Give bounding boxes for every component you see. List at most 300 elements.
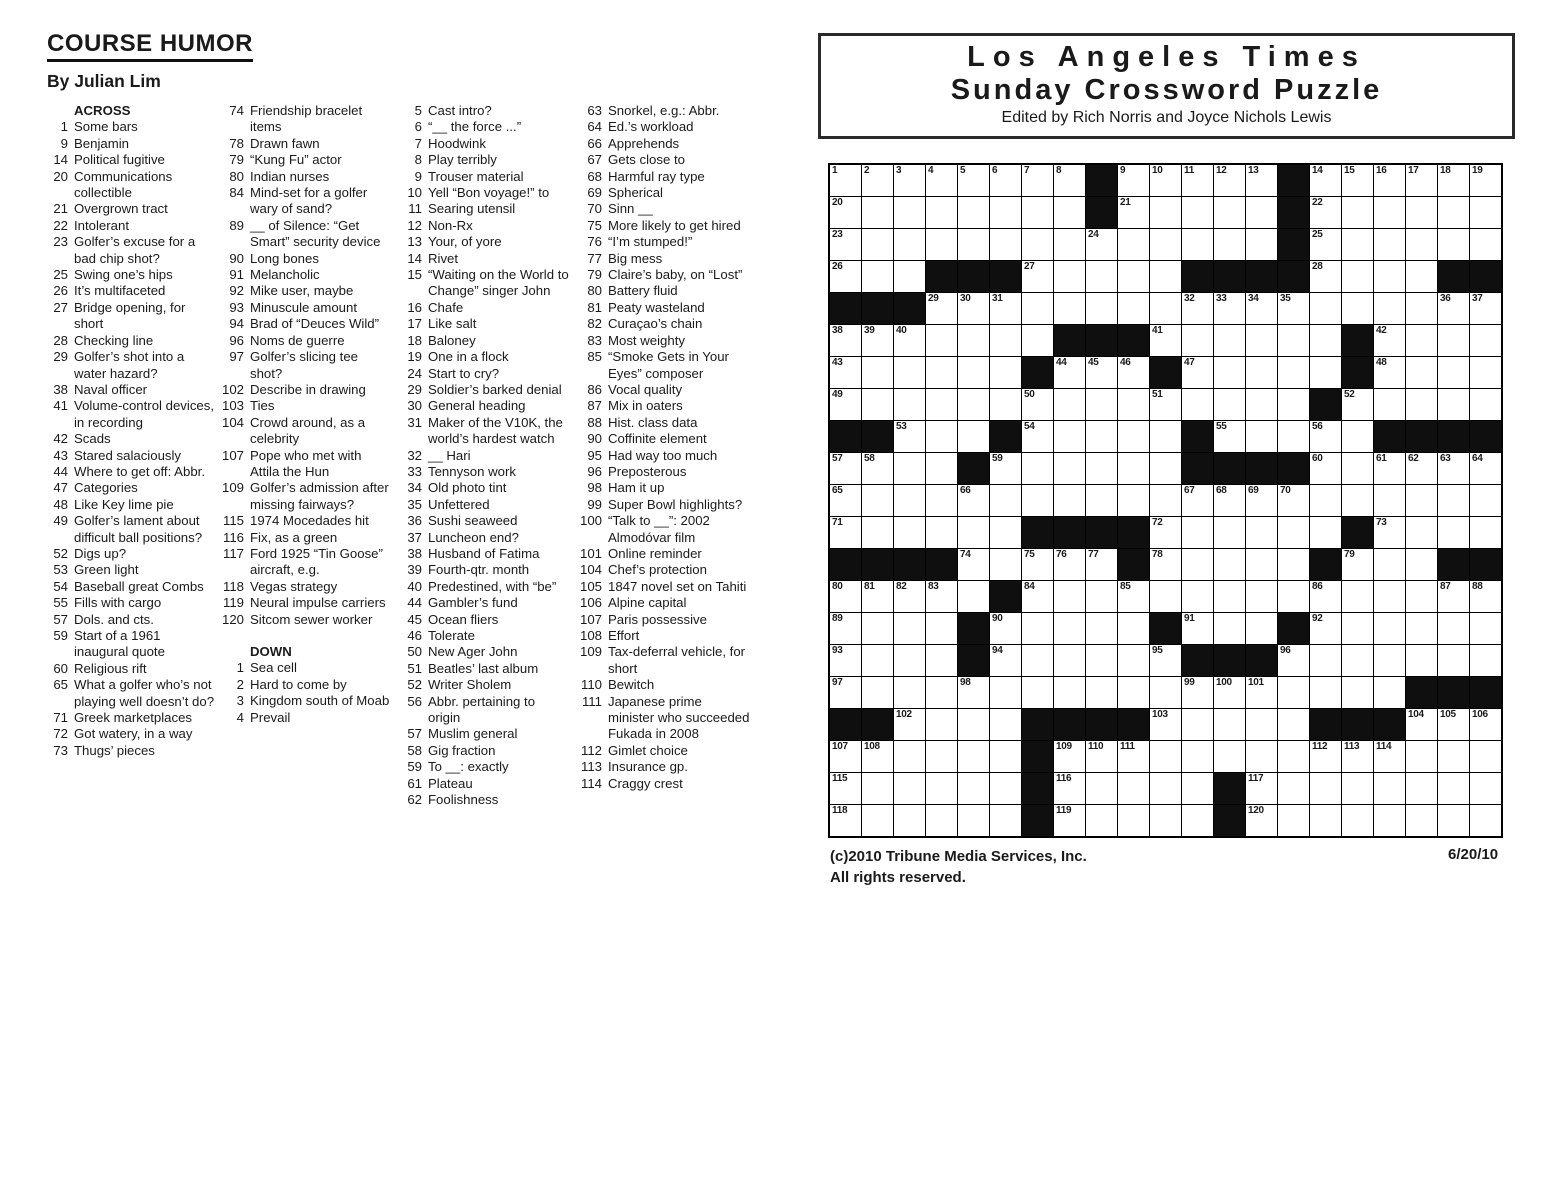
grid-cell xyxy=(1342,613,1373,644)
grid-cell xyxy=(990,805,1021,836)
cell-number: 116 xyxy=(1056,773,1072,784)
cell-number: 111 xyxy=(1120,741,1135,752)
grid-cell xyxy=(958,581,989,612)
grid-cell xyxy=(1374,549,1405,580)
edited-by-line: Edited by Rich Norris and Joyce Nichols Lewis xyxy=(1001,109,1332,126)
clue-item xyxy=(218,169,392,185)
clue-number: 109 xyxy=(579,644,602,660)
clue-item xyxy=(42,152,216,168)
grid-cell xyxy=(1246,517,1277,548)
clue-number: 106 xyxy=(579,595,602,611)
grid-cell xyxy=(990,549,1021,580)
clue-text: Golfer’s slicing tee shot? xyxy=(250,349,358,381)
clue-text: Craggy crest xyxy=(608,775,683,791)
grid-cell xyxy=(926,197,957,228)
grid-cell xyxy=(990,197,1021,228)
grid-cell xyxy=(894,485,925,516)
grid-cell xyxy=(926,293,957,324)
grid-cell-black xyxy=(1086,517,1117,548)
clue-item xyxy=(576,169,750,185)
clue-item xyxy=(576,497,750,513)
grid-cell xyxy=(1342,805,1373,836)
grid-cell xyxy=(1342,421,1373,452)
clue-number: 60 xyxy=(53,660,68,676)
clue-item xyxy=(396,169,570,185)
clue-text: Bridge opening, for short xyxy=(74,299,186,332)
grid-cell xyxy=(990,453,1021,484)
clue-number: 31 xyxy=(407,414,422,430)
grid-cell-black xyxy=(1342,357,1373,388)
cell-number: 95 xyxy=(1152,645,1163,656)
grid-cell-black xyxy=(1246,261,1277,292)
grid-cell-black xyxy=(1310,389,1341,420)
clue-number: 110 xyxy=(580,677,602,693)
grid-cell-black xyxy=(1438,549,1469,580)
grid-cell xyxy=(1246,485,1277,516)
grid-cell-black xyxy=(1054,517,1085,548)
clue-text: Minuscule amount xyxy=(250,299,358,315)
grid-cell xyxy=(1374,453,1405,484)
clue-item xyxy=(396,743,570,759)
cell-number: 89 xyxy=(832,613,843,624)
grid-cell-black xyxy=(1470,549,1501,580)
grid-cell xyxy=(1150,229,1181,260)
grid-cell xyxy=(1470,741,1501,772)
clue-text: Some bars xyxy=(74,119,138,135)
clue-text: New Ager John xyxy=(428,644,518,660)
clue-item xyxy=(396,136,570,152)
grid-cell xyxy=(1086,357,1117,388)
cell-number: 76 xyxy=(1056,549,1067,560)
grid-cell xyxy=(958,165,989,196)
clue-text: Like salt xyxy=(428,316,477,332)
grid-cell-black xyxy=(862,709,893,740)
grid-cell xyxy=(1182,197,1213,228)
grid-cell xyxy=(894,165,925,196)
clue-text: “Waiting on the World to Change” singer John xyxy=(428,267,569,299)
cell-number: 68 xyxy=(1216,485,1227,496)
grid-cell xyxy=(1054,421,1085,452)
cell-number: 5 xyxy=(960,165,966,176)
clue-number: 97 xyxy=(229,349,244,365)
clue-text: Hoodwink xyxy=(428,135,486,151)
grid-cell xyxy=(1406,325,1437,356)
clue-number: 28 xyxy=(53,332,68,348)
grid-cell xyxy=(1438,645,1469,676)
cell-number: 12 xyxy=(1216,165,1227,176)
grid-cell xyxy=(1374,197,1405,228)
grid-cell xyxy=(1342,293,1373,324)
cell-number: 18 xyxy=(1440,165,1451,176)
grid-cell xyxy=(1374,741,1405,772)
clue-item xyxy=(576,644,750,677)
grid-cell xyxy=(1150,261,1181,292)
grid-cell xyxy=(1310,229,1341,260)
grid-cell xyxy=(862,645,893,676)
clue-number: 30 xyxy=(407,398,422,414)
clue-number: 4 xyxy=(236,709,244,725)
grid-cell xyxy=(926,517,957,548)
clue-text: Stared salaciously xyxy=(74,447,182,463)
clue-text: __ Hari xyxy=(428,447,471,463)
clue-text: 1974 Mocedades hit xyxy=(250,513,369,529)
clue-text: Checking line xyxy=(74,332,154,348)
clue-text: Intolerant xyxy=(74,217,129,233)
cell-number: 53 xyxy=(896,421,907,432)
grid-cell xyxy=(1374,357,1405,388)
clue-item xyxy=(42,513,216,546)
clue-number: 41 xyxy=(53,398,68,414)
grid-cell-black xyxy=(926,261,957,292)
clue-text: Ed.’s workload xyxy=(608,119,694,135)
grid-cell xyxy=(862,741,893,772)
grid-cell xyxy=(1214,325,1245,356)
clue-item xyxy=(42,398,216,431)
clue-number: 50 xyxy=(407,644,422,660)
grid-cell-black xyxy=(1022,741,1053,772)
clue-text: Pope who met with Attila the Hun xyxy=(250,447,362,479)
clue-item xyxy=(218,103,392,136)
clue-text: Long bones xyxy=(250,250,319,266)
clue-text: Tolerate xyxy=(428,628,475,643)
grid-cell xyxy=(1246,229,1277,260)
grid-cell xyxy=(1438,165,1469,196)
clue-number: 40 xyxy=(407,578,422,594)
clue-text: Fills with cargo xyxy=(74,595,162,611)
grid-cell xyxy=(1054,741,1085,772)
cell-number: 1 xyxy=(832,165,838,176)
clue-item xyxy=(396,726,570,742)
grid-cell xyxy=(1310,517,1341,548)
grid-cell xyxy=(1246,165,1277,196)
cell-number: 37 xyxy=(1472,293,1483,304)
clue-number: 102 xyxy=(221,381,244,397)
clue-number: 70 xyxy=(587,201,602,217)
grid-cell-black xyxy=(1022,773,1053,804)
cell-number: 72 xyxy=(1152,517,1163,528)
clue-number: 52 xyxy=(53,545,68,561)
clue-text: Green light xyxy=(74,562,139,578)
grid-cell xyxy=(1310,357,1341,388)
grid-cell xyxy=(1054,805,1085,836)
grid-cell xyxy=(1438,229,1469,260)
grid-cell xyxy=(1374,261,1405,292)
grid-cell xyxy=(1214,293,1245,324)
grid-cell xyxy=(958,421,989,452)
clue-item xyxy=(396,694,570,727)
grid-cell xyxy=(1022,421,1053,452)
cell-number: 60 xyxy=(1312,453,1323,464)
clue-text: Coffinite element xyxy=(608,431,707,447)
clue-text: Sushi seaweed xyxy=(428,513,518,529)
grid-cell xyxy=(1086,741,1117,772)
grid-cell-black xyxy=(1150,357,1181,388)
cell-number: 119 xyxy=(1056,805,1072,816)
clue-number: 84 xyxy=(229,185,244,201)
puzzle-byline: By Julian Lim xyxy=(47,71,161,91)
grid-cell xyxy=(1054,677,1085,708)
cell-number: 117 xyxy=(1248,773,1264,784)
grid-cell xyxy=(1438,805,1469,836)
grid-cell xyxy=(862,773,893,804)
clue-item xyxy=(396,448,570,464)
grid-cell xyxy=(926,357,957,388)
clue-item xyxy=(218,283,392,299)
clue-item xyxy=(396,267,570,300)
grid-cell xyxy=(1342,453,1373,484)
grid-cell xyxy=(1310,613,1341,644)
clue-item xyxy=(576,546,750,562)
clue-text: Tax-deferral vehicle, for short xyxy=(608,644,746,676)
grid-cell xyxy=(1374,613,1405,644)
grid-cell xyxy=(894,773,925,804)
clue-number: 36 xyxy=(407,513,422,529)
clue-item xyxy=(576,251,750,267)
grid-cell xyxy=(1438,357,1469,388)
clue-item xyxy=(218,415,392,448)
cell-number: 79 xyxy=(1344,549,1355,560)
clue-number: 67 xyxy=(587,152,602,168)
grid-cell xyxy=(830,325,861,356)
cell-number: 3 xyxy=(896,165,902,176)
clue-item xyxy=(576,595,750,611)
grid-cell xyxy=(1214,677,1245,708)
puzzle-series-name: Sunday Crossword Puzzle xyxy=(950,74,1383,106)
clue-item xyxy=(396,152,570,168)
grid-cell xyxy=(1470,165,1501,196)
grid-cell xyxy=(1022,613,1053,644)
clue-number: 38 xyxy=(407,545,422,561)
clue-text: Swing one’s hips xyxy=(74,267,173,283)
clue-item xyxy=(42,480,216,496)
cell-number: 20 xyxy=(832,197,843,208)
clue-number: 55 xyxy=(53,595,68,611)
grid-cell xyxy=(1278,389,1309,420)
clue-item xyxy=(42,136,216,152)
grid-cell xyxy=(1438,197,1469,228)
grid-cell xyxy=(1342,645,1373,676)
grid-cell xyxy=(1246,389,1277,420)
cell-number: 31 xyxy=(992,293,1003,304)
grid-cell xyxy=(1310,773,1341,804)
grid-cell xyxy=(1022,389,1053,420)
cell-number: 67 xyxy=(1184,485,1195,496)
grid-cell-black xyxy=(1086,197,1117,228)
grid-cell xyxy=(1246,197,1277,228)
clue-number: 64 xyxy=(587,119,602,135)
grid-cell xyxy=(1022,229,1053,260)
grid-cell xyxy=(1150,709,1181,740)
grid-cell xyxy=(1022,485,1053,516)
clue-number: 24 xyxy=(407,365,422,381)
grid-cell xyxy=(1278,709,1309,740)
copyright-line2: All rights reserved. xyxy=(830,869,966,886)
grid-cell xyxy=(1214,485,1245,516)
cell-number: 100 xyxy=(1216,677,1232,688)
cell-number: 10 xyxy=(1152,165,1163,176)
grid-cell xyxy=(1278,517,1309,548)
grid-cell xyxy=(1470,293,1501,324)
clue-text: General heading xyxy=(428,398,526,414)
clue-text: Writer Sholem xyxy=(428,677,512,693)
clue-item xyxy=(218,267,392,283)
clue-number: 23 xyxy=(53,234,68,250)
cell-number: 120 xyxy=(1248,805,1264,816)
cell-number: 87 xyxy=(1440,581,1451,592)
clue-number: 35 xyxy=(407,496,422,512)
clue-number: 43 xyxy=(53,447,68,463)
clue-item xyxy=(576,776,750,792)
clue-item xyxy=(42,497,216,513)
grid-cell-black xyxy=(1214,645,1245,676)
grid-cell-black xyxy=(1118,517,1149,548)
grid-cell xyxy=(1118,805,1149,836)
clue-number: 111 xyxy=(581,693,602,709)
grid-cell xyxy=(990,709,1021,740)
clue-number: 17 xyxy=(407,316,422,332)
grid-cell xyxy=(1438,485,1469,516)
grid-cell xyxy=(1182,773,1213,804)
clue-number: 75 xyxy=(587,217,602,233)
grid-cell xyxy=(1086,645,1117,676)
clue-item xyxy=(218,316,392,332)
grid-cell xyxy=(1054,229,1085,260)
clue-item xyxy=(396,513,570,529)
grid-cell xyxy=(894,613,925,644)
grid-cell-black xyxy=(1374,709,1405,740)
grid-cell xyxy=(1118,453,1149,484)
clue-item xyxy=(42,431,216,447)
grid-cell xyxy=(1406,357,1437,388)
grid-cell xyxy=(926,581,957,612)
grid-cell xyxy=(990,613,1021,644)
grid-cell xyxy=(1470,325,1501,356)
clue-item xyxy=(218,660,392,676)
grid-cell xyxy=(1150,293,1181,324)
clue-number: 5 xyxy=(414,103,422,118)
clue-item xyxy=(396,480,570,496)
cell-number: 109 xyxy=(1056,741,1072,752)
grid-cell xyxy=(1246,613,1277,644)
clue-text: Battery fluid xyxy=(608,283,678,299)
cell-number: 108 xyxy=(864,741,880,752)
grid-cell xyxy=(990,165,1021,196)
grid-cell xyxy=(862,261,893,292)
grid-cell xyxy=(1150,485,1181,516)
grid-cell xyxy=(926,805,957,836)
clue-item xyxy=(42,612,216,628)
grid-cell xyxy=(1246,357,1277,388)
clue-item xyxy=(576,562,750,578)
clue-number: 87 xyxy=(587,398,602,414)
grid-cell xyxy=(1438,613,1469,644)
cell-number: 78 xyxy=(1152,549,1163,560)
grid-cell xyxy=(1086,389,1117,420)
clue-text: Abbr. pertaining to origin xyxy=(428,693,536,726)
clue-number: 80 xyxy=(587,283,602,299)
grid-cell xyxy=(1374,677,1405,708)
clue-number: 63 xyxy=(587,103,602,118)
clue-item xyxy=(576,677,750,693)
grid-cell xyxy=(1182,709,1213,740)
cell-number: 85 xyxy=(1120,581,1131,592)
clue-number: 22 xyxy=(53,217,68,233)
grid-cell-black xyxy=(1182,261,1213,292)
clue-item xyxy=(42,562,216,578)
grid-cell-black xyxy=(894,293,925,324)
clue-number: 51 xyxy=(407,660,422,676)
grid-cell xyxy=(1310,741,1341,772)
grid-cell xyxy=(1374,485,1405,516)
grid-cell-black xyxy=(990,581,1021,612)
section-label-across: ACROSS xyxy=(74,103,131,118)
grid-cell xyxy=(1278,773,1309,804)
grid-cell-black xyxy=(1182,645,1213,676)
clue-number: 53 xyxy=(53,562,68,578)
grid-cell xyxy=(1278,357,1309,388)
grid-cell xyxy=(894,357,925,388)
clue-text: Indian nurses xyxy=(250,168,330,184)
clue-text: Insurance gp. xyxy=(608,759,688,775)
cell-number: 54 xyxy=(1024,421,1035,432)
clue-item xyxy=(396,382,570,398)
grid-cell xyxy=(1342,549,1373,580)
grid-cell xyxy=(830,805,861,836)
grid-cell xyxy=(1182,613,1213,644)
cell-number: 58 xyxy=(864,453,875,464)
cell-number: 106 xyxy=(1472,709,1488,720)
clue-text: Ocean fliers xyxy=(428,611,499,627)
grid-cell xyxy=(958,389,989,420)
clue-item xyxy=(576,316,750,332)
clue-text: Big mess xyxy=(608,250,663,266)
clue-item xyxy=(576,103,750,119)
clue-number: 54 xyxy=(53,578,68,594)
grid-cell xyxy=(1086,773,1117,804)
clue-item xyxy=(396,792,570,808)
clue-item xyxy=(42,234,216,267)
grid-cell xyxy=(1342,773,1373,804)
clue-text: Maker of the V10K, the world’s hardest watch xyxy=(428,414,563,447)
grid-cell xyxy=(1214,613,1245,644)
clue-text: It’s multifaceted xyxy=(74,283,166,299)
cell-number: 114 xyxy=(1376,741,1392,752)
clue-item xyxy=(396,398,570,414)
section-gap xyxy=(218,628,392,644)
clue-item xyxy=(218,136,392,152)
grid-cell xyxy=(894,741,925,772)
cell-number: 69 xyxy=(1248,485,1259,496)
grid-cell-black xyxy=(1214,453,1245,484)
clue-item xyxy=(218,333,392,349)
clue-item xyxy=(576,185,750,201)
clue-item xyxy=(396,546,570,562)
clue-number: 96 xyxy=(229,332,244,348)
grid-cell xyxy=(1118,357,1149,388)
grid-cell xyxy=(1342,229,1373,260)
grid-cell xyxy=(1374,773,1405,804)
clue-text: Play terribly xyxy=(428,152,497,168)
grid-cell-black xyxy=(958,261,989,292)
clue-number: 48 xyxy=(53,496,68,512)
grid-cell xyxy=(1342,581,1373,612)
grid-cell xyxy=(1406,197,1437,228)
grid-cell xyxy=(1214,549,1245,580)
cell-number: 118 xyxy=(832,805,848,816)
grid-cell xyxy=(1374,645,1405,676)
grid-cell xyxy=(1374,229,1405,260)
grid-cell xyxy=(1438,517,1469,548)
